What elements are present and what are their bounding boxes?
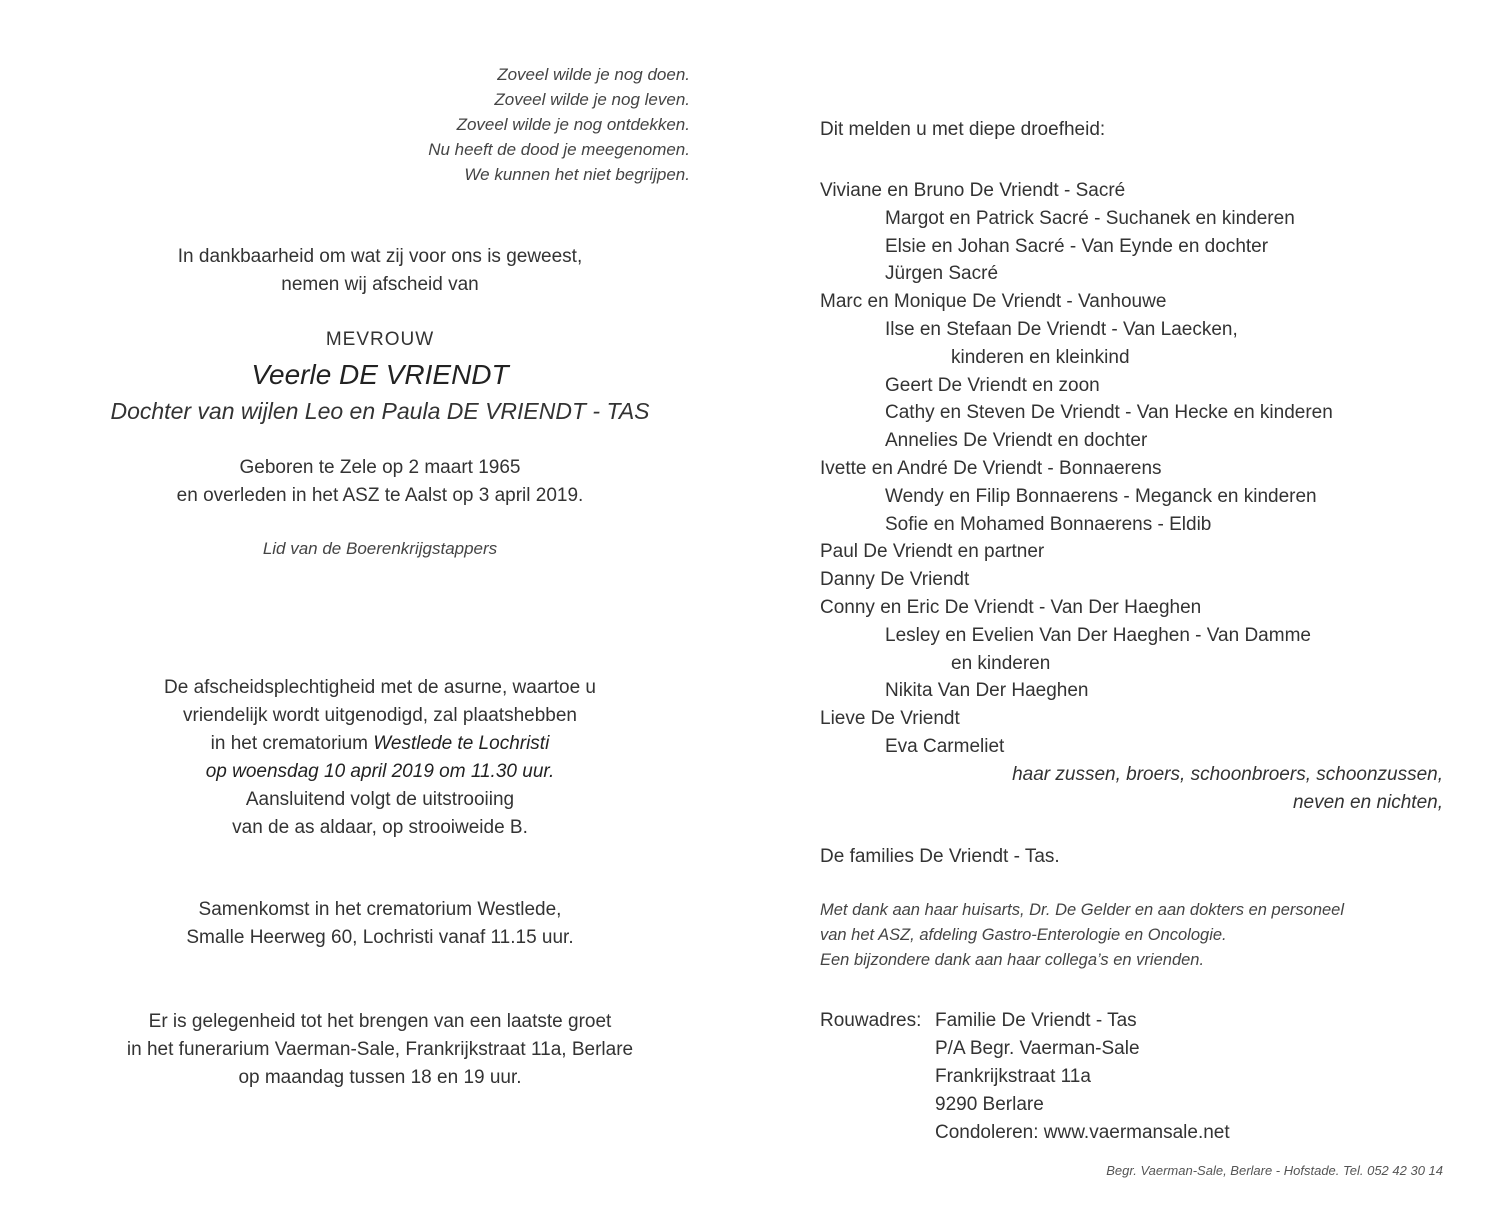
ceremony-line: vriendelijk wordt uitgenodigd, zal plaatshebben: [183, 705, 577, 726]
family-list: [820, 177, 1443, 816]
announcement: Dit melden u met diepe droefheid:: [820, 119, 1106, 140]
ceremony-line: van de as aldaar, op strooiweide B.: [232, 817, 528, 838]
family-line: Elsie en Johan Sacré - Van Eynde en dochter: [885, 235, 1269, 257]
address-block: [820, 1007, 1230, 1147]
family-line: Jürgen Sacré: [885, 263, 999, 285]
family-line: Nikita Van Der Haeghen: [885, 680, 1089, 702]
meeting-line: Samenkomst in het crematorium Westlede,: [198, 899, 562, 920]
intro: [60, 243, 700, 299]
visitation-info: [60, 1008, 700, 1092]
ceremony-location-prefix: in het crematorium: [210, 733, 374, 754]
address-line: P/A Begr. Vaerman-Sale: [935, 1038, 1140, 1059]
visit-line: op maandag tussen 18 en 19 uur.: [238, 1067, 522, 1088]
title-word: MEVROUW: [325, 329, 435, 350]
visit-line: in het funerarium Vaerman-Sale, Frankrijkstraat 11a, Berlare: [126, 1039, 634, 1060]
relations-line: haar zussen, broers, schoonbroers, schoonzussen,: [1012, 763, 1443, 785]
death-line: en overleden in het ASZ te Aalst op 3 april 2019.: [176, 485, 584, 506]
families-line: De families De Vriendt - Tas.: [820, 846, 1060, 867]
poem: [60, 62, 690, 187]
family-line: Wendy en Filip Bonnaerens - Meganck en kinderen: [885, 485, 1317, 507]
family-line: Viviane en Bruno De Vriendt - Sacré: [820, 180, 1126, 201]
address-label: Rouwadres:: [820, 1010, 922, 1031]
family-line: Sofie en Mohamed Bonnaerens - Eldib: [885, 513, 1212, 535]
thanks-line: van het ASZ, afdeling Gastro-Enterologie en Oncologie.: [820, 926, 1227, 944]
family-line: Ilse en Stefaan De Vriendt - Van Laecken,: [885, 318, 1238, 340]
life-dates: [60, 454, 700, 510]
poem-line: Nu heeft de dood je meegenomen.: [428, 140, 690, 159]
relations-line: neven en nichten,: [1292, 791, 1443, 813]
family-line: Marc en Monique De Vriendt - Vanhouwe: [820, 291, 1167, 313]
family-line: Geert De Vriendt en zoon: [885, 374, 1100, 396]
meeting-line: Smalle Heerweg 60, Lochristi vanaf 11.15 uur.: [186, 927, 574, 948]
visit-line: Er is gelegenheid tot het brengen van een laatste groet: [148, 1011, 612, 1032]
intro-line: nemen wij afscheid van: [281, 274, 479, 295]
family-line: Margot en Patrick Sacré - Suchanek en kinderen: [885, 207, 1295, 229]
address-line: Frankrijkstraat 11a: [935, 1066, 1091, 1087]
ceremony-datetime: op woensdag 10 april 2019 om 11.30 uur.: [205, 761, 555, 782]
poem-line: Zoveel wilde je nog ontdekken.: [456, 115, 690, 134]
address-line: Familie De Vriendt - Tas: [935, 1010, 1137, 1031]
birth-line: Geboren te Zele op 2 maart 1965: [239, 457, 521, 478]
meeting-info: [60, 896, 700, 952]
condolence-website: Condoleren: www.vaermansale.net: [935, 1122, 1230, 1143]
address-line: 9290 Berlare: [935, 1094, 1044, 1115]
ceremony-line: Aansluitend volgt de uitstrooiing: [245, 789, 515, 810]
family-line: Cathy en Steven De Vriendt - Van Hecke en kinderen: [885, 402, 1333, 424]
family-line: Lesley en Evelien Van Der Haeghen - Van Damme: [885, 624, 1311, 646]
family-line: kinderen en kleinkind: [951, 346, 1130, 368]
family-line: Danny De Vriendt: [820, 569, 970, 591]
ceremony-location: Westlede te Lochristi: [373, 733, 550, 754]
printer-footer: Begr. Vaerman-Sale, Berlare - Hofstade. Tel. 052 42 30 14: [1106, 1163, 1443, 1178]
thanks-line: Met dank aan haar huisarts, Dr. De Gelder en aan dokters en personeel: [820, 901, 1345, 919]
address-lines: [935, 1007, 1230, 1147]
thanks-line: Een bijzondere dank aan haar collega’s en vrienden.: [820, 951, 1205, 969]
thanks-note: [820, 898, 1344, 973]
membership: Lid van de Boerenkrijgstappers: [262, 539, 498, 558]
poem-line: Zoveel wilde je nog doen.: [497, 65, 690, 84]
daughter-of: Dochter van wijlen Leo en Paula DE VRIENDT - TAS: [110, 398, 650, 424]
ceremony-line: [60, 730, 700, 758]
family-line: Paul De Vriendt en partner: [820, 541, 1045, 563]
poem-line: We kunnen het niet begrijpen.: [464, 165, 690, 184]
family-line: Annelies De Vriendt en dochter: [885, 430, 1148, 452]
ceremony-info: [60, 674, 700, 842]
family-line: Eva Carmeliet: [885, 735, 1005, 757]
family-line: Lieve De Vriendt: [820, 708, 960, 730]
ceremony-line: De afscheidsplechtigheid met de asurne, waartoe u: [164, 677, 596, 698]
family-line: Conny en Eric De Vriendt - Van Der Haeghen: [820, 596, 1202, 618]
family-line: en kinderen: [951, 652, 1051, 674]
deceased-name: Veerle DE VRIENDT: [251, 359, 509, 390]
intro-line: In dankbaarheid om wat zij voor ons is geweest,: [177, 246, 583, 267]
family-line: Ivette en André De Vriendt - Bonnaerens: [820, 457, 1162, 479]
mourning-address: [820, 1007, 1230, 1147]
poem-line: Zoveel wilde je nog leven.: [494, 90, 690, 109]
